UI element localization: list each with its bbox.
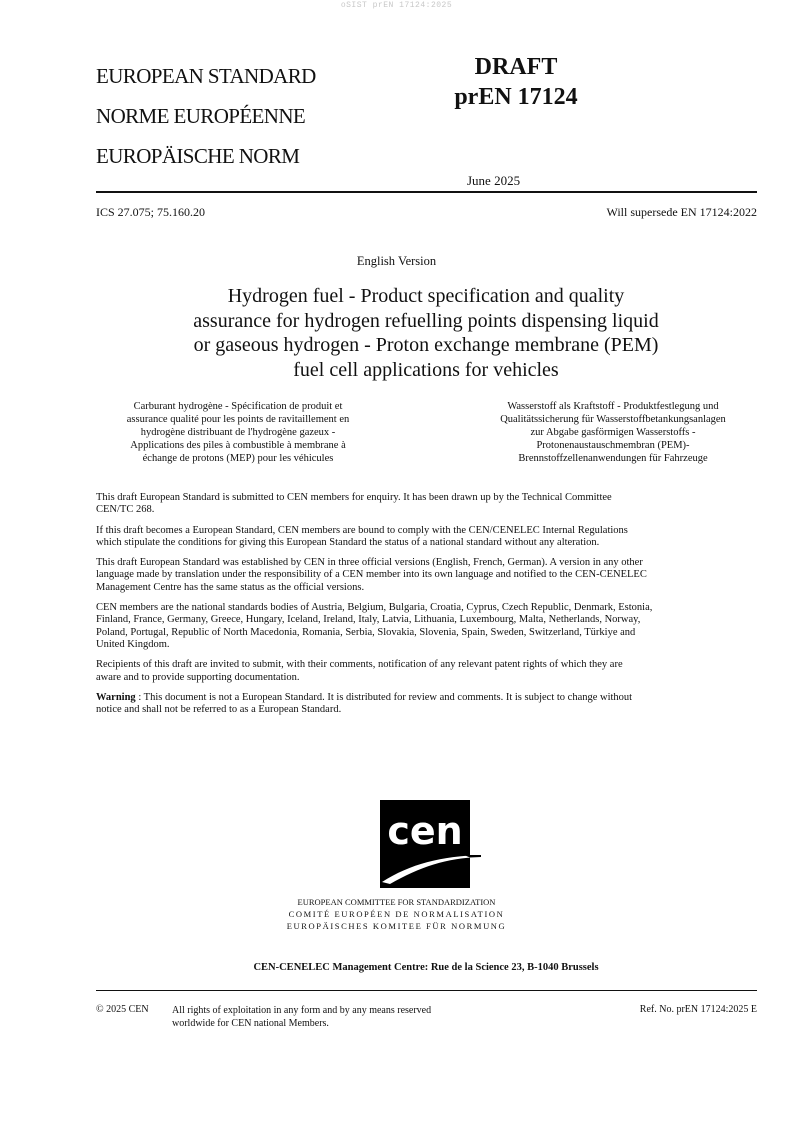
- paragraph-line: Finland, France, Germany, Greece, Hungary, Iceland, Ireland, Italy, Latvia, Lithuania, Luxembourg, Malta, Netherlands, Norway,: [96, 614, 641, 626]
- language-version: English Version: [356, 254, 437, 268]
- logo-wordmark: cen: [387, 809, 463, 853]
- paragraph-line: CEN members are the national standards bodies of Austria, Belgium, Bulgaria, Croatia, Cyprus, Czech Republic, Denmark, Estonia,: [96, 602, 653, 614]
- notice-paragraphs: [96, 492, 758, 724]
- footer-divider: [96, 990, 757, 991]
- paragraph-warning: [96, 692, 758, 717]
- committee-name-de: EUROPÄISCHES KOMITEE FÜR NORMUNG: [286, 921, 507, 931]
- doc-number: prEN 17124: [454, 84, 578, 110]
- title-de-line: Qualitätssicherung für Wasserstoffbetankungsanlagen: [500, 414, 726, 425]
- title-line: fuel cell applications for vehicles: [293, 358, 559, 381]
- title-de-line: Brennstoffzellenanwendungen für Fahrzeuge: [518, 453, 708, 464]
- copyright: © 2025 CEN: [96, 1004, 149, 1015]
- paragraph-line: If this draft becomes a European Standard, CEN members are bound to comply with the CEN/CENELEC Internal Regulations: [96, 524, 628, 536]
- paragraph-line: Poland, Portugal, Republic of North Macedonia, Romania, Serbia, Slovakia, Slovenia, Spain, Sweden, Switzerland, Türkiye and: [96, 626, 636, 638]
- document-title: [140, 284, 712, 382]
- title-german: [463, 400, 763, 465]
- standard-name-de: EUROPÄISCHE NORM: [96, 144, 300, 168]
- draft-label: DRAFT: [474, 54, 558, 80]
- paragraph-line: which stipulate the conditions for giving this European Standard the status of a national standard without any alteration.: [96, 536, 600, 548]
- publication-date: June 2025: [467, 173, 521, 188]
- header-divider: [96, 191, 757, 193]
- title-de-line: Protonenaustauschmembran (PEM)-: [536, 440, 690, 451]
- supersede-note: Will supersede EN 17124:2022: [606, 205, 757, 219]
- ics-codes: ICS 27.075; 75.160.20: [96, 205, 206, 219]
- rights-line: All rights of exploitation in any form and by any means reserved: [172, 1005, 432, 1016]
- committee-names: [0, 896, 793, 932]
- title-de-line: zur Abgabe gasförmigen Wasserstoffs -: [530, 427, 696, 438]
- paragraph-regulations: [96, 525, 758, 550]
- paragraph-line: aware and to provide supporting documentation.: [96, 671, 300, 683]
- paragraph-line: This draft European Standard is submitted to CEN members for enquiry. It has been drawn up by the Technical Committee: [96, 492, 612, 503]
- title-de-line: Wasserstoff als Kraftstoff - Produktfestlegung und: [507, 401, 719, 412]
- paragraph-line: This draft European Standard was established by CEN in three official versions (English, French, German). A version in any other: [96, 557, 643, 569]
- title-fr-line: hydrogène distribuant de l'hydrogène gazeux -: [140, 427, 336, 438]
- paragraph-line: Recipients of this draft are invited to submit, with their comments, notification of any relevant patent rights of which they are: [96, 659, 623, 671]
- paragraph-versions: [96, 557, 758, 594]
- warning-label: Warning: [96, 691, 136, 703]
- paragraph-members: [96, 602, 758, 651]
- watermark: oSIST prEN 17124:2025: [340, 1, 453, 10]
- title-fr-line: Carburant hydrogène - Spécification de produit et: [133, 401, 343, 412]
- standard-name-en: EUROPEAN STANDARD: [96, 64, 316, 88]
- committee-name-en: EUROPEAN COMMITTEE FOR STANDARDIZATION: [297, 897, 496, 907]
- warning-line: : This document is not a European Standard. It is distributed for review and comments. It is subject to change without: [135, 691, 633, 703]
- committee-name-fr: COMITÉ EUROPÉEN DE NORMALISATION: [288, 909, 505, 919]
- paragraph-line: language made by translation under the responsibility of a CEN member into its own language and notified to the CEN-CENELEC: [96, 569, 647, 581]
- title-line: Hydrogen fuel - Product specification and quality: [227, 285, 625, 307]
- paragraph-line: CEN/TC 268.: [96, 504, 155, 516]
- draft-block: [446, 52, 586, 112]
- title-fr-line: Applications des piles à combustible à membrane à: [130, 440, 346, 451]
- cen-logo: [380, 800, 481, 888]
- paragraph-patent: [96, 659, 758, 684]
- rights-notice: [172, 1004, 502, 1030]
- title-fr-line: échange de protons (MEP) pour les véhicules: [142, 453, 334, 464]
- standard-name-fr: NORME EUROPÉENNE: [96, 104, 306, 128]
- paragraph-line: United Kingdom.: [96, 638, 170, 650]
- title-fr-line: assurance qualité pour les points de ravitaillement en: [126, 414, 350, 425]
- title-french: [88, 400, 388, 465]
- management-centre-address: CEN-CENELEC Management Centre: Rue de la Science 23, B-1040 Brussels: [253, 962, 599, 973]
- warning-line: notice and shall not be referred to as a European Standard.: [96, 704, 342, 716]
- title-line: or gaseous hydrogen - Proton exchange membrane (PEM): [193, 334, 659, 356]
- paragraph-enquiry: [96, 492, 758, 517]
- reference-number: Ref. No. prEN 17124:2025 E: [639, 1004, 757, 1015]
- paragraph-line: Management Centre has the same status as the official versions.: [96, 581, 365, 593]
- title-line: assurance for hydrogen refuelling points dispensing liquid: [193, 309, 659, 332]
- rights-line: worldwide for CEN national Members.: [172, 1018, 329, 1029]
- standard-names: [96, 56, 316, 176]
